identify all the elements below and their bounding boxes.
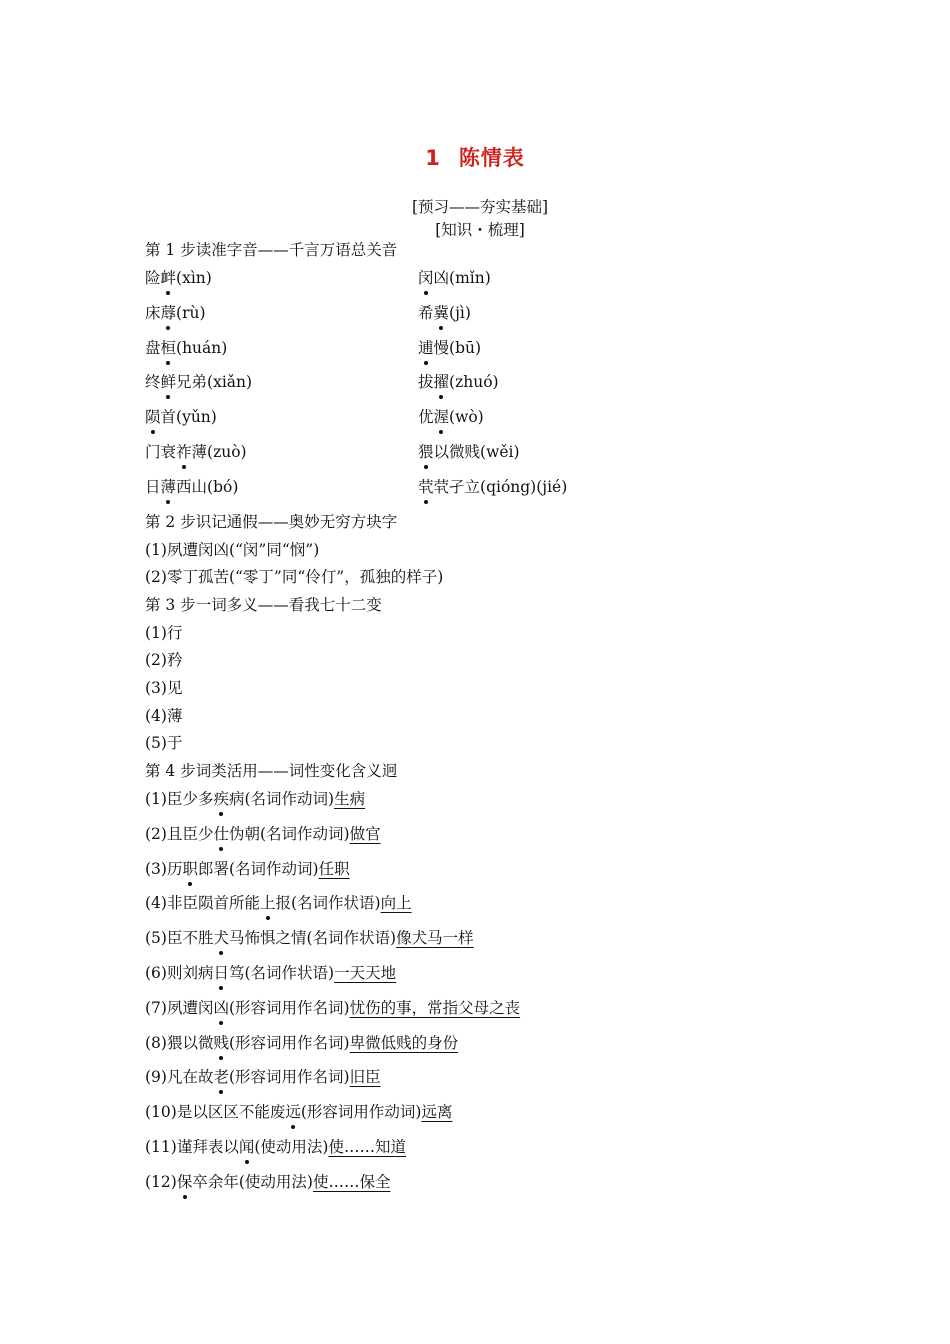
- word-usage-item: [145, 1033, 458, 1053]
- dotted-char: 鲜: [160, 373, 177, 391]
- pronunciation-item: [418, 268, 491, 288]
- answer-text: 忧伤的事，常指父母之丧: [349, 999, 521, 1017]
- item-text: (7)夙遭闵: [145, 999, 214, 1017]
- item-text: (形容词用作名词): [228, 1068, 350, 1086]
- item-text: (4)非臣陨首所能: [145, 894, 260, 912]
- step2-title: 第 2 步识记通假——奥妙无穷方块字: [145, 513, 398, 531]
- word-text: (wò): [449, 408, 484, 426]
- answer-text: 使……知道: [328, 1138, 406, 1156]
- item-text: (形容词用作动词): [300, 1103, 422, 1121]
- lesson-title: 陈情表: [458, 146, 525, 170]
- word-text: 终: [145, 373, 161, 391]
- word-text: 门衰: [145, 443, 177, 461]
- item-text: (5)臣不胜: [145, 929, 214, 947]
- dotted-char: 凶: [213, 999, 229, 1017]
- dotted-char: 老: [213, 1068, 229, 1086]
- word-text: 险: [145, 269, 161, 287]
- step3-item: (3)见: [145, 679, 183, 697]
- pronunciation-item: [145, 268, 212, 288]
- step3-item: (1)行: [145, 624, 183, 642]
- dotted-char: 仕: [213, 825, 229, 843]
- section-subheader: [知识・梳理]: [435, 221, 525, 239]
- step3-title: 第 3 步一词多义——看我七十二变: [145, 596, 382, 614]
- word-usage-item: [145, 1067, 381, 1087]
- word-usage-item: [145, 859, 350, 879]
- step1-title: 第 1 步读准字音——千言万语总关音: [145, 241, 398, 259]
- dotted-char: 衅: [160, 269, 177, 287]
- dotted-char: 保: [176, 1173, 193, 1191]
- step3-item: (5)于: [145, 734, 183, 752]
- pronunciation-item: [418, 442, 520, 462]
- dotted-char: 冀: [433, 304, 450, 322]
- word-text: 盘: [145, 339, 161, 357]
- section-header: [预习——夯实基础]: [411, 198, 549, 216]
- pronunciation-item: [145, 407, 217, 427]
- lesson-number: 1: [425, 146, 441, 170]
- dotted-char: 远: [285, 1103, 301, 1121]
- pronunciation-item: [418, 407, 484, 427]
- pronunciation-item: [145, 372, 252, 392]
- word-usage-item: [145, 1137, 406, 1157]
- word-usage-item: [145, 789, 365, 809]
- word-text: (xìn): [176, 269, 212, 287]
- item-text: (1)臣少多: [145, 790, 214, 808]
- step3-item: (4)薄: [145, 707, 183, 725]
- dotted-char: 渥: [433, 408, 450, 426]
- dotted-char: 犬: [213, 929, 229, 947]
- word-usage-item: [145, 928, 474, 948]
- item-text: (2)且臣少: [145, 825, 214, 843]
- dotted-char: 贱: [213, 1034, 229, 1052]
- dotted-char: 祚: [176, 443, 192, 461]
- word-text: 首(yǔn): [160, 408, 217, 426]
- word-text: 优: [418, 408, 434, 426]
- item-text: 笃(名词作状语): [228, 964, 335, 982]
- dotted-char: 桓: [160, 339, 177, 357]
- word-usage-item: [145, 824, 381, 844]
- pronunciation-item: [145, 442, 247, 462]
- item-text: 伪朝(名词作动词): [228, 825, 350, 843]
- word-text: 拔: [418, 373, 434, 391]
- word-text: 西山(bó): [176, 478, 239, 496]
- dotted-char: 猥: [418, 443, 434, 461]
- step2-item: (1)夙遭闵凶(“闵”同“悯”): [145, 541, 320, 559]
- pronunciation-item: [418, 338, 481, 358]
- page-title: [0, 142, 950, 172]
- answer-text: 向上: [380, 894, 412, 912]
- answer-text: 生病: [334, 790, 366, 808]
- item-text: (9)凡在故: [145, 1068, 214, 1086]
- step4-title: 第 4 步词类活用——词性变化含义迥: [145, 762, 398, 780]
- item-text: 马怖惧之情(名词作状语): [228, 929, 397, 947]
- item-text: (形容词用作名词): [228, 1034, 350, 1052]
- word-text: (rù): [176, 304, 206, 322]
- item-text: (使动用法): [254, 1138, 329, 1156]
- word-text: 床: [145, 304, 161, 322]
- item-text: (8)猥以微: [145, 1034, 214, 1052]
- item-text: (3)历: [145, 860, 183, 878]
- dotted-char: 上: [259, 894, 276, 912]
- word-text: (huán): [176, 339, 228, 357]
- word-text: 兄弟(xiǎn): [176, 373, 253, 391]
- answer-text: 像犬马一样: [396, 929, 474, 947]
- dotted-char: 蓐: [160, 304, 177, 322]
- pronunciation-item: [418, 477, 567, 497]
- dotted-char: 职: [182, 860, 198, 878]
- item-text: (10)是以区区不能废: [145, 1103, 286, 1121]
- word-usage-item: [145, 1102, 452, 1122]
- dotted-char: 闵: [418, 269, 434, 287]
- word-text: 凶(mǐn): [433, 269, 491, 287]
- pronunciation-item: [145, 303, 206, 323]
- word-text: 以微贱(wěi): [433, 443, 520, 461]
- word-text: 薄(zuò): [191, 443, 247, 461]
- word-text: 希: [418, 304, 434, 322]
- word-text: (jì): [449, 304, 471, 322]
- dotted-char: 日: [213, 964, 229, 982]
- word-usage-item: [145, 1172, 390, 1192]
- pronunciation-item: [145, 477, 238, 497]
- item-text: (12): [145, 1173, 177, 1191]
- item-text: 卒余年(使动用法): [192, 1173, 313, 1191]
- step2-item: (2)零丁孤苦(“零丁”同“伶仃”，孤独的样子): [145, 568, 444, 586]
- answer-text: 远离: [421, 1103, 453, 1121]
- answer-text: 做官: [349, 825, 381, 843]
- item-text: (11)谨拜表以: [145, 1138, 239, 1156]
- dotted-char: 擢: [433, 373, 450, 391]
- item-text: 病(名词作动词): [228, 790, 335, 808]
- word-text: 茕孑立(qióng)(jié): [433, 478, 568, 496]
- item-text: (6)则刘病: [145, 964, 214, 982]
- item-text: (形容词用作名词): [228, 999, 350, 1017]
- dotted-char: 薄: [160, 478, 177, 496]
- pronunciation-item: [418, 303, 471, 323]
- step3-item: (2)矜: [145, 651, 183, 669]
- word-text: 慢(bū): [433, 339, 482, 357]
- dotted-char: 闻: [238, 1138, 255, 1156]
- pronunciation-item: [145, 338, 227, 358]
- word-usage-item: [145, 998, 520, 1018]
- dotted-char: 疾: [213, 790, 229, 808]
- word-text: 日: [145, 478, 161, 496]
- dotted-char: 茕: [418, 478, 434, 496]
- dotted-char: 陨: [145, 408, 161, 426]
- dotted-char: 逋: [418, 339, 434, 357]
- answer-text: 任职: [318, 860, 350, 878]
- word-usage-item: [145, 893, 412, 913]
- answer-text: 使……保全: [312, 1173, 391, 1191]
- answer-text: 旧臣: [349, 1068, 381, 1086]
- answer-text: 卑微低贱的身份: [349, 1034, 459, 1052]
- item-text: 报(名词作状语): [275, 894, 381, 912]
- word-usage-item: [145, 963, 396, 983]
- item-text: 郎署(名词作动词): [197, 860, 319, 878]
- word-text: (zhuó): [449, 373, 499, 391]
- answer-text: 一天天地: [334, 964, 397, 982]
- pronunciation-item: [418, 372, 499, 392]
